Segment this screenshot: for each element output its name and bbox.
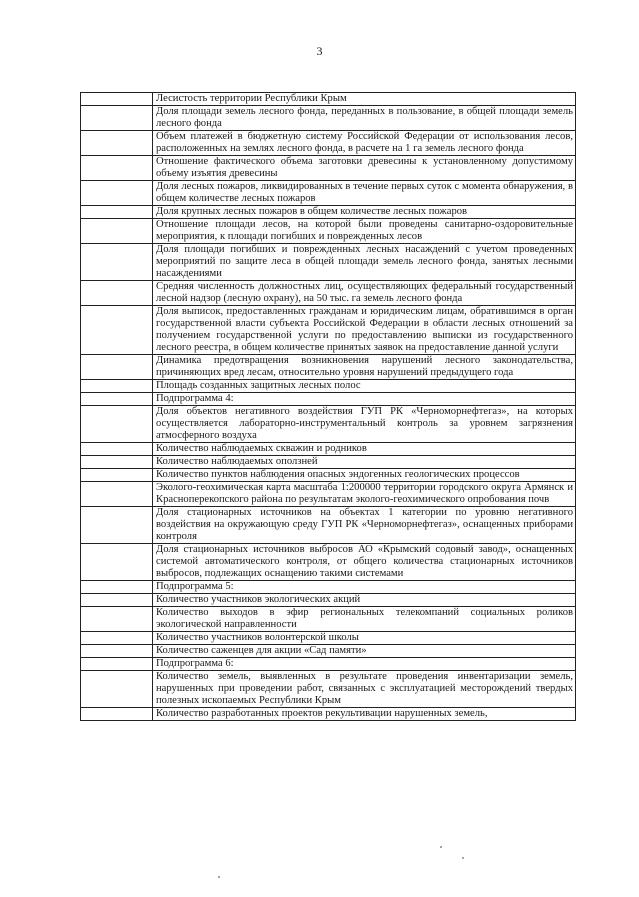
empty-left-cell	[81, 219, 153, 244]
table-row	[81, 482, 576, 507]
empty-left-cell	[81, 456, 153, 469]
empty-left-cell	[81, 607, 153, 632]
indicator-cell: Площадь созданных защитных лесных полос	[153, 380, 576, 393]
indicator-cell: Динамика предотвращения возникновения нарушений лесного законодательства, причиняющих вред лесам, относительно уровня нарушений предыдущего года	[153, 355, 576, 380]
indicator-cell: Количество участников экологических акций	[153, 594, 576, 607]
table-row	[81, 594, 576, 607]
indicator-cell: Количество разработанных проектов рекультивации нарушенных земель,	[153, 708, 576, 721]
indicator-cell: Доля объектов негативного воздействия ГУП РК «Черноморнефтегаз», на которых осуществляется лабораторно-инструментальный контроль за уровнем загрязнения атмосферного воздуха	[153, 406, 576, 443]
empty-left-cell	[81, 544, 153, 581]
empty-left-cell	[81, 671, 153, 708]
indicator-cell: Средняя численность должностных лиц, осуществляющих федеральный государственный лесной надзор (лесную охрану), на 50 тыс. га земель лесного фонда	[153, 281, 576, 306]
indicator-cell: Доля крупных лесных пожаров в общем количестве лесных пожаров	[153, 206, 576, 219]
table-row	[81, 131, 576, 156]
empty-left-cell	[81, 93, 153, 106]
indicator-cell: Доля выписок, предоставленных гражданам и юридическим лицам, обратившимся в орган государственной власти субъекта Российской Федерации в области лесных отношений за получением государственной услуги по предоставлению выписки из государственного лесного реестра, в общем количестве принятых заявок на предоставление данной услуги	[153, 306, 576, 355]
table-row	[81, 181, 576, 206]
empty-left-cell	[81, 306, 153, 355]
table-body	[81, 93, 576, 721]
table-row	[81, 93, 576, 106]
table-row	[81, 507, 576, 544]
indicator-cell: Отношение площади лесов, на которой были проведены санитарно-оздоровительные мероприятия, к площади погибших и поврежденных лесов	[153, 219, 576, 244]
indicator-cell: Количество наблюдаемых оползней	[153, 456, 576, 469]
empty-left-cell	[81, 206, 153, 219]
indicator-cell: Подпрограмма 5:	[153, 581, 576, 594]
indicator-cell: Объем платежей в бюджетную систему Российской Федерации от использования лесов, расположенных на землях лесного фонда, в расчете на 1 га земель лесного фонда	[153, 131, 576, 156]
table-row	[81, 443, 576, 456]
empty-left-cell	[81, 594, 153, 607]
table-row	[81, 581, 576, 594]
table-row	[81, 544, 576, 581]
empty-left-cell	[81, 632, 153, 645]
page-number: 3	[316, 44, 323, 58]
scan-speck	[218, 876, 220, 878]
empty-left-cell	[81, 658, 153, 671]
indicator-cell: Количество пунктов наблюдения опасных эндогенных геологических процессов	[153, 469, 576, 482]
indicator-cell: Количество саженцев для акции «Сад памяти»	[153, 645, 576, 658]
scan-speck	[440, 846, 442, 848]
empty-left-cell	[81, 106, 153, 131]
indicator-cell: Доля стационарных источников выбросов АО «Крымский содовый завод», оснащенных системой автоматического контроля, от общего количества стационарных источников выбросов, подлежащих оснащению такими системами	[153, 544, 576, 581]
scan-speck	[462, 857, 464, 859]
table-row	[81, 281, 576, 306]
indicator-cell: Доля лесных пожаров, ликвидированных в течение первых суток с момента обнаружения, в общем количестве лесных пожаров	[153, 181, 576, 206]
empty-left-cell	[81, 393, 153, 406]
empty-left-cell	[81, 281, 153, 306]
empty-left-cell	[81, 581, 153, 594]
table-row	[81, 671, 576, 708]
empty-left-cell	[81, 645, 153, 658]
table-row	[81, 406, 576, 443]
indicator-cell: Подпрограмма 6:	[153, 658, 576, 671]
empty-left-cell	[81, 443, 153, 456]
indicator-cell: Количество наблюдаемых скважин и родников	[153, 443, 576, 456]
table-row	[81, 456, 576, 469]
table-row	[81, 645, 576, 658]
indicator-cell: Отношение фактического объема заготовки древесины к установленному допустимому объему изъятия древесины	[153, 156, 576, 181]
table-row	[81, 244, 576, 281]
empty-left-cell	[81, 380, 153, 393]
empty-left-cell	[81, 469, 153, 482]
table-row	[81, 306, 576, 355]
table-row	[81, 607, 576, 632]
table-row	[81, 219, 576, 244]
indicator-cell: Доля стационарных источников на объектах 1 категории по уровню негативного воздействия на окружающую среду ГУП РК «Черноморнефтегаз», оснащенных приборами контроля	[153, 507, 576, 544]
indicator-cell: Подпрограмма 4:	[153, 393, 576, 406]
empty-left-cell	[81, 708, 153, 721]
indicator-cell: Лесистость территории Республики Крым	[153, 93, 576, 106]
indicator-cell: Количество участников волонтерской школы	[153, 632, 576, 645]
empty-left-cell	[81, 131, 153, 156]
table-row	[81, 355, 576, 380]
table-row	[81, 469, 576, 482]
empty-left-cell	[81, 406, 153, 443]
indicator-cell: Доля площади погибших и поврежденных лесных насаждений с учетом проведенных мероприятий по защите леса в общей площади земель лесного фонда, занятых лесными насаждениями	[153, 244, 576, 281]
empty-left-cell	[81, 507, 153, 544]
empty-left-cell	[81, 244, 153, 281]
empty-left-cell	[81, 482, 153, 507]
indicator-cell: Количество земель, выявленных в результате проведения инвентаризации земель, нарушенных при проведении работ, связанных с эксплуатацией месторождений твердых полезных ископаемых Республики Крым	[153, 671, 576, 708]
table-row	[81, 708, 576, 721]
table-row	[81, 393, 576, 406]
indicator-cell: Эколого-геохимическая карта масштаба 1:200000 территории городского округа Армянск и Красноперекопского района по результатам эколого-геохимического опробования почв	[153, 482, 576, 507]
table-row	[81, 632, 576, 645]
table-row	[81, 380, 576, 393]
indicators-table	[80, 92, 576, 721]
empty-left-cell	[81, 156, 153, 181]
indicator-cell: Доля площади земель лесного фонда, переданных в пользование, в общей площади земель лесного фонда	[153, 106, 576, 131]
table-row	[81, 658, 576, 671]
indicator-cell: Количество выходов в эфир региональных телекомпаний социальных роликов экологической направленности	[153, 607, 576, 632]
table-row	[81, 106, 576, 131]
empty-left-cell	[81, 181, 153, 206]
empty-left-cell	[81, 355, 153, 380]
table-row	[81, 156, 576, 181]
table-row	[81, 206, 576, 219]
